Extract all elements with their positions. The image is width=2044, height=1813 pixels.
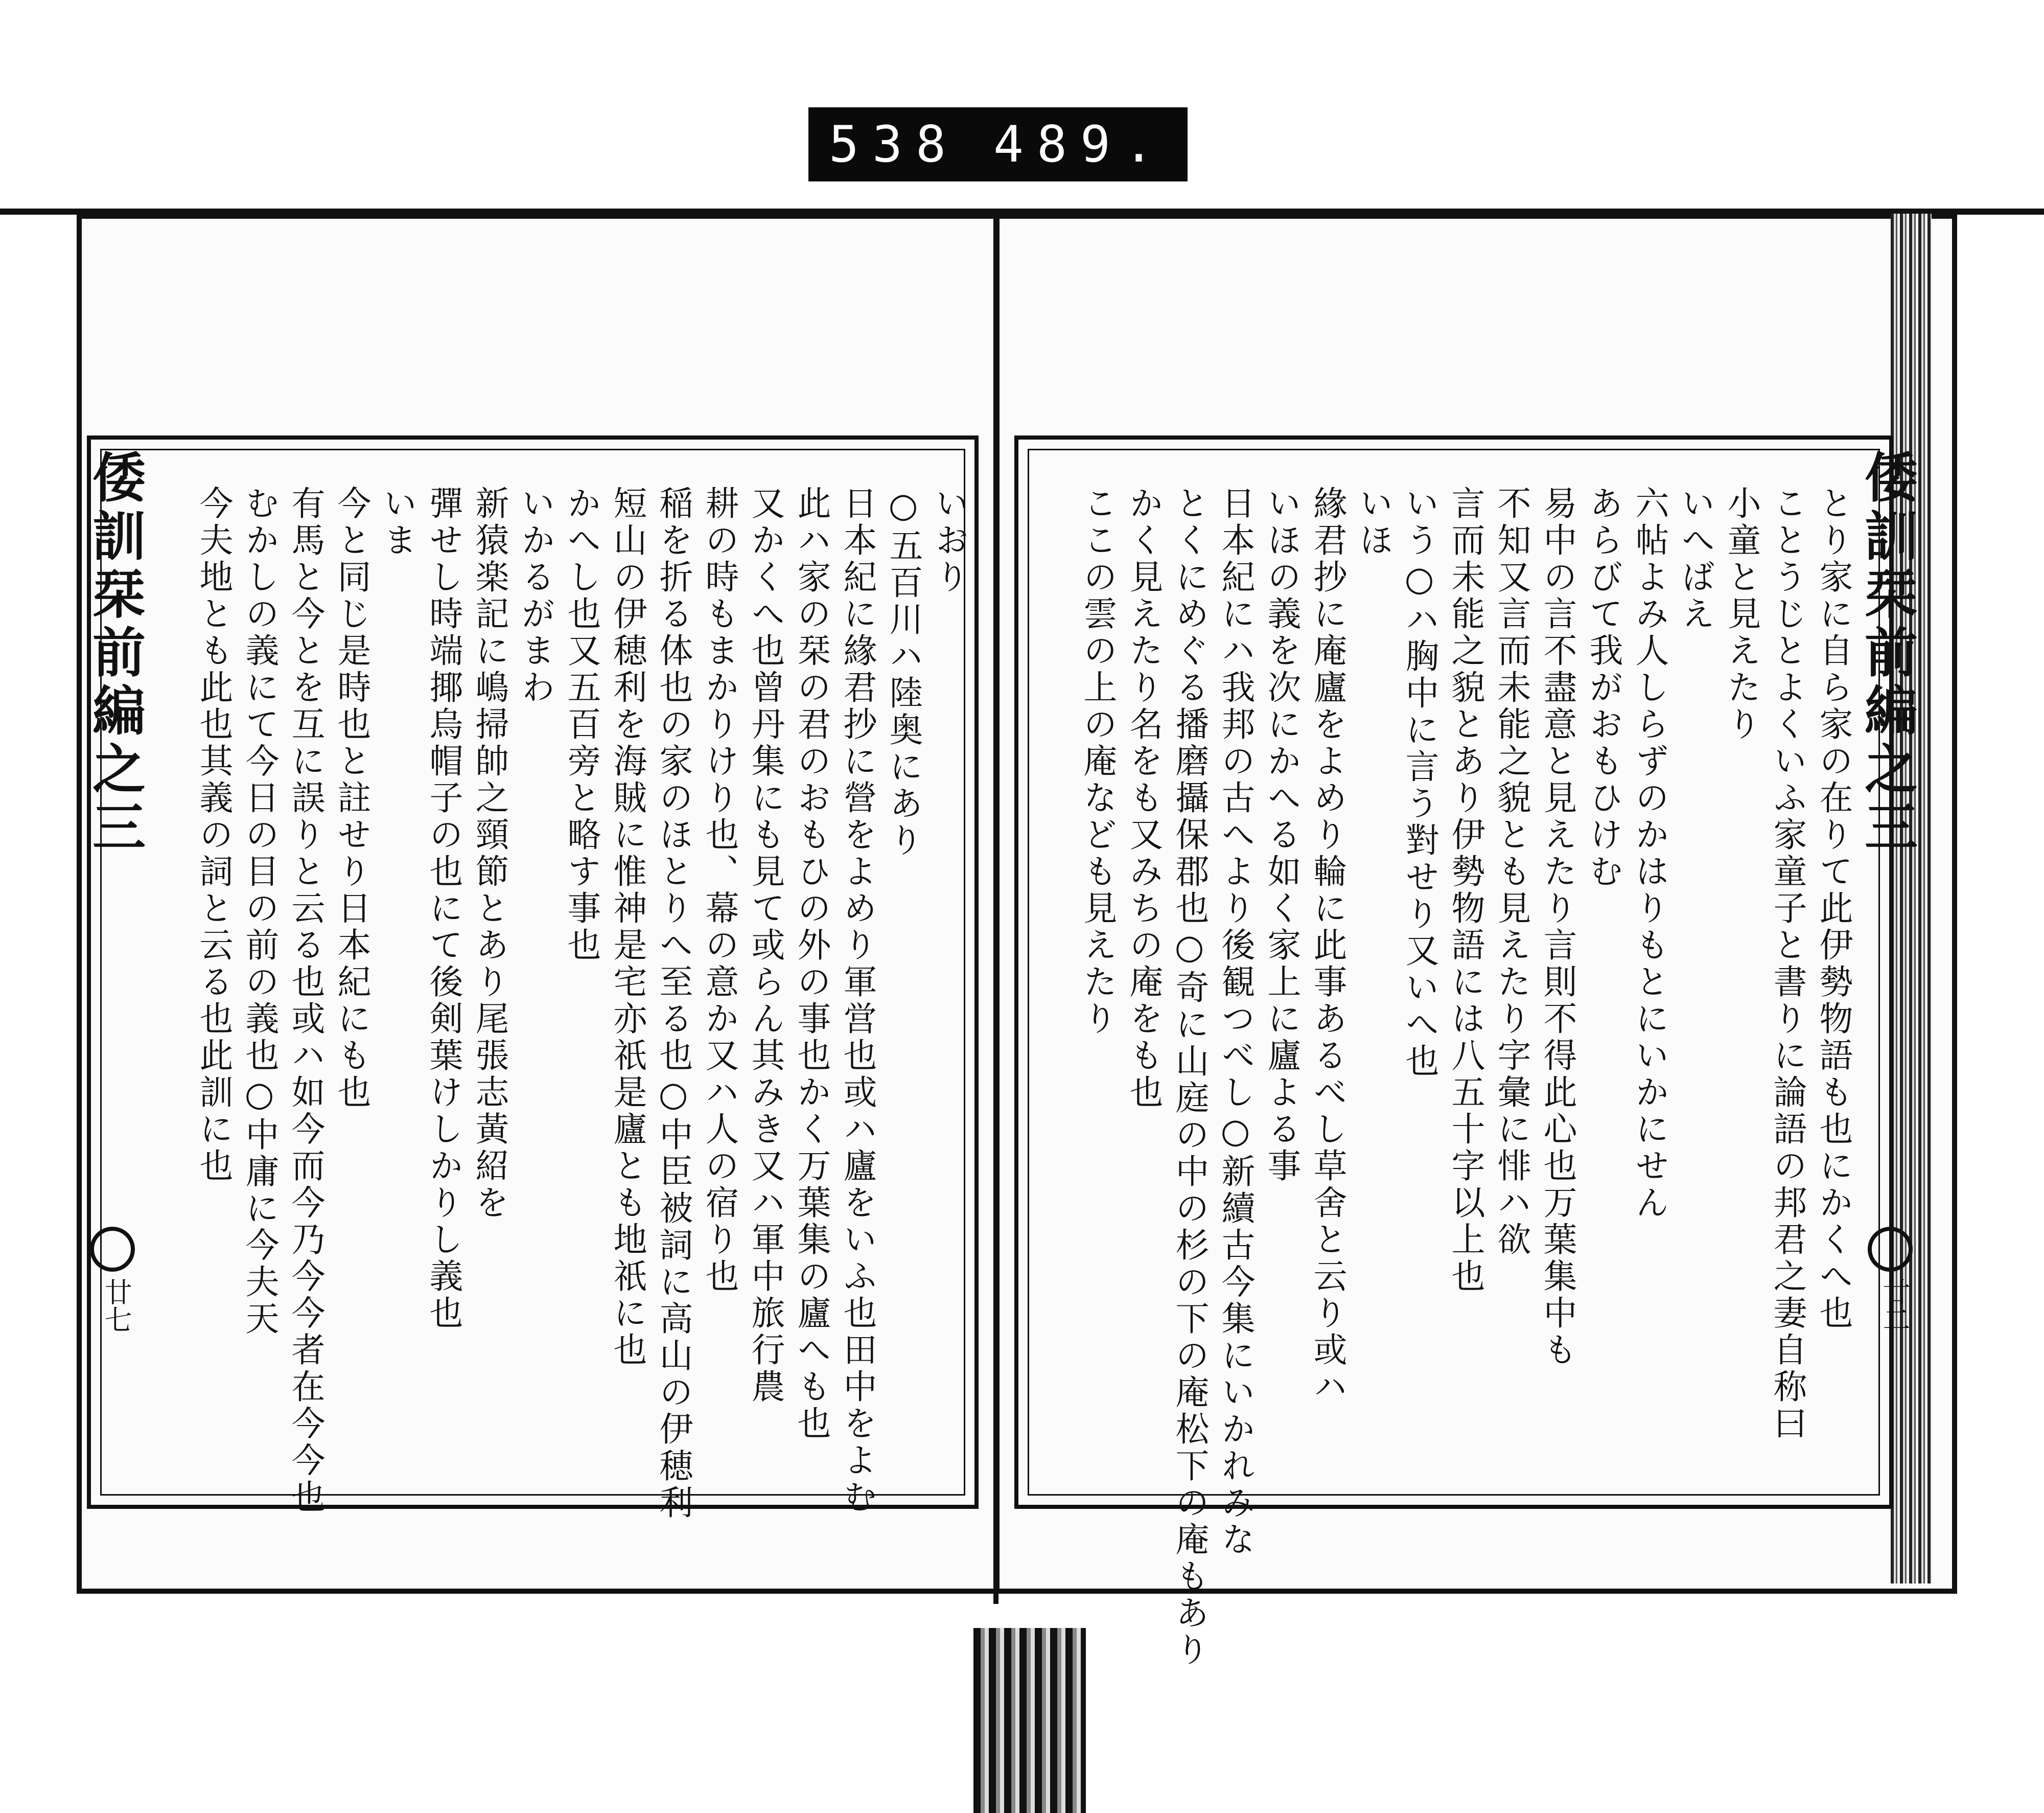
right-folio-circle [1868,1227,1913,1272]
right-page-title: 倭訓栞前編之三 [1855,450,1918,858]
right-column: 日本紀にハ我邦の古へより後観つべし○新續古今集にいかれみな [1216,486,1255,1558]
right-column: 不知又言而未能之貌とも見えたり字彙に悱ハ欲 [1492,486,1531,1258]
left-column: 彈せし時端揶烏帽子の也にて後剣葉けしかりし義也 [424,486,463,1332]
left-column: かへし也又五百旁と略す事也 [562,486,601,964]
archive-number-label [808,107,1188,181]
right-column: とくにめぐる播磨攝保郡也○奇に山庭の中の杉の下の庵松下の庵もあり [1170,486,1209,1669]
left-column: 新猿楽記に嶋掃帥之頸節とあり尾張志黃紹を [470,486,509,1222]
left-column: いま [378,486,417,559]
right-column: いへばえ [1676,486,1715,633]
right-column: いほの義を次にかへる如く家上に廬よる事 [1262,486,1301,1185]
left-column: 今と同じ是時也と註せり日本紀にも也 [332,486,371,1111]
right-column: 小童と見えたり [1722,486,1761,743]
left-folio-number: 廿七 [100,1278,132,1333]
left-column: ○五百川ハ陸奥にあり [884,486,923,859]
right-column: いほ [1354,486,1393,559]
archive-number-right: 489. [993,115,1167,174]
archive-number-left: 538 [829,115,960,174]
right-column: 言而未能之貌とあり伊勢物語には八五十字以上也 [1446,486,1485,1295]
book-gutter [993,214,998,1604]
right-column: かく見えたり名をも又みちの庵をも也 [1124,486,1163,1111]
left-column: 此ハ家の栞の君のおもひの外の事也かく万葉集の廬へも也 [792,486,831,1442]
left-column: いおり [930,486,969,596]
right-folio-number: 廿二 [1878,1278,1911,1333]
left-column: 有馬と今とを互に誤りと云る也或ハ如今而今乃今今者在今今也 [286,486,325,1516]
right-column: ここの雲の上の庵なども見えたり [1078,486,1117,1038]
right-column: 緣君抄に庵廬をよめり輪に此事あるべし草舍と云り或ハ [1308,486,1347,1406]
right-column: ことうじとよくいふ家童子と書りに論語の邦君之妻自称曰 [1768,486,1807,1442]
left-column: 稲を折る体也の家のほとりへ至る也○中臣被詞に高山の伊穂利 [654,486,693,1522]
left-column: 短山の伊穂利を海賊に惟神是宅亦祇是廬とも地祇に也 [608,486,647,1369]
right-column: あらびて我がおもひけむ [1584,486,1623,890]
binding-clip [973,1628,1086,1813]
right-column: いう○ハ胸中に言う對せり又いへ也 [1400,486,1439,1080]
left-column: むかしの義にて今日の目の前の義也○中庸に今夫天 [240,486,279,1338]
left-page-title: 倭訓栞前編之三 [83,450,146,858]
right-column: 六帖よみ人しらずのかはりもとにいかにせん [1630,486,1669,1222]
left-folio-circle [90,1227,135,1272]
left-column: 耕の時もまかりけり也、幕の意か又ハ人の宿り也 [700,486,739,1295]
right-column: とり家に自ら家の在りて此伊勢物語も也にかくへ也 [1814,486,1853,1332]
left-column: 又かくへ也曾丹集にも見て或らん其みき又ハ軍中旅行農 [746,486,785,1406]
left-column: 今夫地とも此也其義の詞と云る也此訓に也 [194,486,233,1185]
left-column: 日本紀に緣君抄に營をよめり軍営也或ハ廬をいふ也田中をよむ [838,486,877,1516]
left-text-body [169,486,969,1522]
right-column: 易中の言不盡意と見えたり言則不得此心也万葉集中も [1538,486,1577,1369]
page-edge-strip [1891,214,1932,1583]
left-column: いかるがまわ [516,486,555,706]
right-text-body [1037,486,1853,1669]
